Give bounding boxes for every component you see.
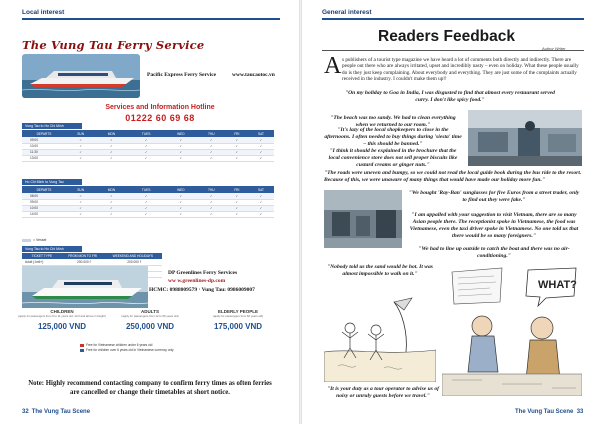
schedule-check: ✓ bbox=[165, 143, 197, 149]
greenlines-ferry-photo bbox=[22, 266, 148, 308]
top-rule bbox=[22, 18, 280, 20]
schedule-header-cell: TUES bbox=[128, 130, 165, 137]
departure-time: 09:00 bbox=[22, 137, 66, 143]
fare-cell: 200.000 ₫ bbox=[62, 259, 104, 265]
schedule-header-cell: FRI bbox=[226, 186, 248, 193]
schedule-check: ✓ bbox=[165, 155, 197, 161]
quote: "The beach was too sandy. We had to clean everything when we returned to our room." bbox=[330, 115, 456, 128]
schedule-header-cell: MON bbox=[95, 186, 127, 193]
schedule-check: ✓ bbox=[66, 205, 95, 211]
schedule-check: ✓ bbox=[66, 149, 95, 155]
schedule-header-cell: FRI bbox=[226, 130, 248, 137]
schedule-check: ✓ bbox=[197, 199, 226, 205]
schedule-check: ✓ bbox=[248, 149, 274, 155]
price-elderly: ELDERLY PEOPLE (apply for passengers from 60 years old) 175,000 VND bbox=[212, 309, 264, 332]
schedule-check: ✓ bbox=[226, 211, 248, 217]
price-legend: Free for Vietnamese children under 6 years old Free for children over 6 years old in Vietnamese currency only bbox=[80, 343, 174, 353]
schedule-check: ✓ bbox=[248, 137, 274, 143]
schedule-check: ✓ bbox=[66, 155, 95, 161]
schedule-check: ✓ bbox=[66, 199, 95, 205]
company-name-2: DP Greenlines Ferry Services bbox=[168, 270, 238, 276]
schedule-row bbox=[22, 211, 274, 217]
hotline-label: Services and Information Hotline bbox=[105, 104, 215, 111]
beach-photo bbox=[324, 190, 402, 248]
folio-right: The Vung Tau Scene 33 bbox=[515, 409, 584, 415]
schedule-check: ✓ bbox=[66, 143, 95, 149]
schedule-header-cell: WED bbox=[165, 186, 197, 193]
quote: "Nobody told us the sand would be hot. It was almost impossible to walk on it." bbox=[327, 264, 433, 277]
folio-left: 32 The Vung Tau Scene bbox=[22, 409, 91, 415]
ferry-photo bbox=[22, 54, 140, 98]
contact-note: Note: Highly recommend contacting company to confirm ferry times as often ferries are cancelled or change their timetables at short notice. bbox=[28, 380, 272, 396]
schedule-check: ✓ bbox=[248, 193, 274, 199]
schedule-check: ✓ bbox=[66, 211, 95, 217]
schedule-check: ✓ bbox=[165, 199, 197, 205]
departure-time: 13:00 bbox=[22, 155, 66, 161]
schedule-header-cell: WED bbox=[165, 130, 197, 137]
schedule-check: ✓ bbox=[95, 199, 127, 205]
quote: "The roads were uneven and bumpy, so we could not read the local guide book during the bus ride to the resort. Because of this, we were unaware of many things that would have made our holiday more fun." bbox=[324, 170, 582, 183]
schedule-header-cell: SAT bbox=[248, 186, 274, 193]
schedule-check: ✓ bbox=[197, 193, 226, 199]
schedule-check: ✓ bbox=[95, 149, 127, 155]
fare-cell: 200.000 ₫ bbox=[104, 259, 162, 265]
schedule-check: ✓ bbox=[248, 199, 274, 205]
schedule-header-cell: MON bbox=[95, 130, 127, 137]
intro-paragraph: s publishers of a tourist type magazine we have heard a lot of comments both directly and indirectly. There are people out there who are always irritated, upset and incredibly nasty – even on holiday. What these people usually do is they just keep complaining. About everybody and everything. They are just some of the complaints actually received in the industry. I couldn't make them up!! bbox=[342, 57, 579, 82]
hotline-2: HCMC: 0988009579 · Vung Tau: 0986009007 bbox=[149, 287, 255, 293]
schedule-header-cell: SAT bbox=[248, 130, 274, 137]
article-title: Readers Feedback bbox=[378, 28, 515, 45]
schedule-check: ✓ bbox=[128, 211, 165, 217]
schedule-check: ✓ bbox=[128, 205, 165, 211]
schedule-header-cell: SUN bbox=[66, 130, 95, 137]
cartoon-speech: WHAT? bbox=[538, 279, 577, 291]
drop-cap: A bbox=[324, 53, 342, 79]
schedule-check: ✓ bbox=[226, 143, 248, 149]
schedule-title-1: Vung Tau to Ho Chi Minh bbox=[22, 123, 82, 129]
company-name: Pacific Express Ferry Service bbox=[147, 72, 217, 78]
schedule-check: ✓ bbox=[95, 211, 127, 217]
schedule-check: ✓ bbox=[95, 155, 127, 161]
schedule-check: ✓ bbox=[226, 149, 248, 155]
departure-time: 10:00 bbox=[22, 143, 66, 149]
schedule-check: ✓ bbox=[197, 155, 226, 161]
schedule-check: ✓ bbox=[95, 205, 127, 211]
right-page bbox=[302, 0, 600, 424]
schedule-check: ✓ bbox=[248, 211, 274, 217]
price-children: CHILDREN (apply for passengers from 6 to 11 years old, 1m3 and above in height) 125,000 VND bbox=[18, 309, 106, 332]
schedule-check: ✓ bbox=[95, 143, 127, 149]
schedule-check: ✓ bbox=[197, 137, 226, 143]
schedule-row bbox=[22, 155, 274, 161]
schedule-check: ✓ bbox=[197, 205, 226, 211]
quote: "We bought 'Ray-Ban' sunglasses for five Euros from a street trader, only to find out they were fake." bbox=[408, 190, 580, 203]
schedule-check: ✓ bbox=[165, 193, 197, 199]
schedule-header-cell: TUES bbox=[128, 186, 165, 193]
schedule-table-1 bbox=[22, 130, 274, 162]
schedule-header-cell: DEPARTS bbox=[22, 186, 66, 193]
byline: Author Writer bbox=[542, 46, 566, 51]
article-title: The Vung Tau Ferry Service bbox=[22, 38, 205, 52]
schedule-header-cell: DEPARTS bbox=[22, 130, 66, 137]
fare-header-cell: FROM MON TO FRI bbox=[62, 253, 104, 259]
schedule-check: ✓ bbox=[95, 137, 127, 143]
schedule-check: ✓ bbox=[226, 155, 248, 161]
schedule-check: ✓ bbox=[197, 143, 226, 149]
departure-time: 14:00 bbox=[22, 211, 66, 217]
schedule-check: ✓ bbox=[248, 155, 274, 161]
schedule-table-2 bbox=[22, 186, 274, 218]
quote: "We had to line up outside to catch the boat and there was no air-conditioning." bbox=[418, 246, 570, 259]
schedule-check: ✓ bbox=[165, 149, 197, 155]
beach-cartoon bbox=[324, 282, 436, 382]
quote: "On my holiday to Goa in India, I was disgusted to find that almost every restaurant served curry. I don't like spicy food." bbox=[345, 90, 555, 103]
schedule-header-cell: SUN bbox=[66, 186, 95, 193]
quote: "It's lazy of the local shopkeepers to close in the afternoons. I often needed to buy things during 'siesta' time – this should be banned." bbox=[324, 127, 462, 147]
schedule-check: ✓ bbox=[197, 211, 226, 217]
schedule-check: ✓ bbox=[128, 155, 165, 161]
quote: "I am appalled with your suggestion to visit Vietnam, there are so many Asian people there. The receptionist spoke in Vietnamese, the food was Vietnamese, even the taxi driver spoke in Vietnamese. No one told us that there would be so many foreigners." bbox=[409, 212, 579, 239]
schedule-legend: = Vessel bbox=[22, 238, 46, 242]
fare-cell: Adult (1m6+) bbox=[22, 259, 62, 265]
departure-time: 08:00 bbox=[22, 193, 66, 199]
market-photo bbox=[468, 110, 582, 166]
schedule-check: ✓ bbox=[197, 149, 226, 155]
departure-time: 11:30 bbox=[22, 149, 66, 155]
schedule-check: ✓ bbox=[248, 205, 274, 211]
fare-header-cell: TICKET TYPE bbox=[22, 253, 62, 259]
hotline-number: 01222 60 69 68 bbox=[125, 113, 195, 123]
section-tag: Local interest bbox=[22, 9, 65, 16]
schedule-check: ✓ bbox=[165, 211, 197, 217]
schedule-check: ✓ bbox=[128, 143, 165, 149]
fare-header-cell: WEEKEND AND HOLIDAYS bbox=[104, 253, 162, 259]
quote: "It is your duty as a tour operator to advise us of noisy or unruly guests before we travel." bbox=[326, 386, 440, 399]
departure-time: 10:00 bbox=[22, 205, 66, 211]
schedule-check: ✓ bbox=[128, 137, 165, 143]
schedule-check: ✓ bbox=[66, 137, 95, 143]
schedule-check: ✓ bbox=[226, 205, 248, 211]
office-cartoon bbox=[442, 262, 582, 396]
schedule-title-2: Ho Chi Minh to Vung Tau bbox=[22, 179, 82, 185]
schedule-check: ✓ bbox=[165, 205, 197, 211]
section-tag: General interest bbox=[322, 9, 372, 16]
schedule-check: ✓ bbox=[128, 199, 165, 205]
price-adults: ADULTS (apply for passengers from 12 to 59 years old) 250,000 VND bbox=[121, 309, 179, 332]
schedule-check: ✓ bbox=[128, 149, 165, 155]
schedule-check: ✓ bbox=[128, 193, 165, 199]
schedule-check: ✓ bbox=[226, 193, 248, 199]
schedule-check: ✓ bbox=[95, 193, 127, 199]
schedule-header-cell: THU bbox=[197, 186, 226, 193]
departure-time: 09:00 bbox=[22, 199, 66, 205]
schedule-check: ✓ bbox=[226, 137, 248, 143]
schedule-header-cell: THU bbox=[197, 130, 226, 137]
schedule-check: ✓ bbox=[226, 199, 248, 205]
schedule-check: ✓ bbox=[165, 137, 197, 143]
company-website-2[interactable]: ww w.greenlines-dp.com bbox=[168, 278, 226, 284]
company-website[interactable]: www.taucaotoc.vn bbox=[232, 72, 275, 78]
top-rule bbox=[322, 18, 584, 20]
title-rule bbox=[322, 50, 584, 51]
fare-title: Vung Tau to Ho Chi Minh bbox=[22, 246, 82, 252]
schedule-check: ✓ bbox=[248, 143, 274, 149]
quote: "I think it should be explained in the brochure that the local convenience store does not sell proper biscuits like custard creams or ginger nuts." bbox=[328, 148, 458, 168]
schedule-check: ✓ bbox=[66, 193, 95, 199]
